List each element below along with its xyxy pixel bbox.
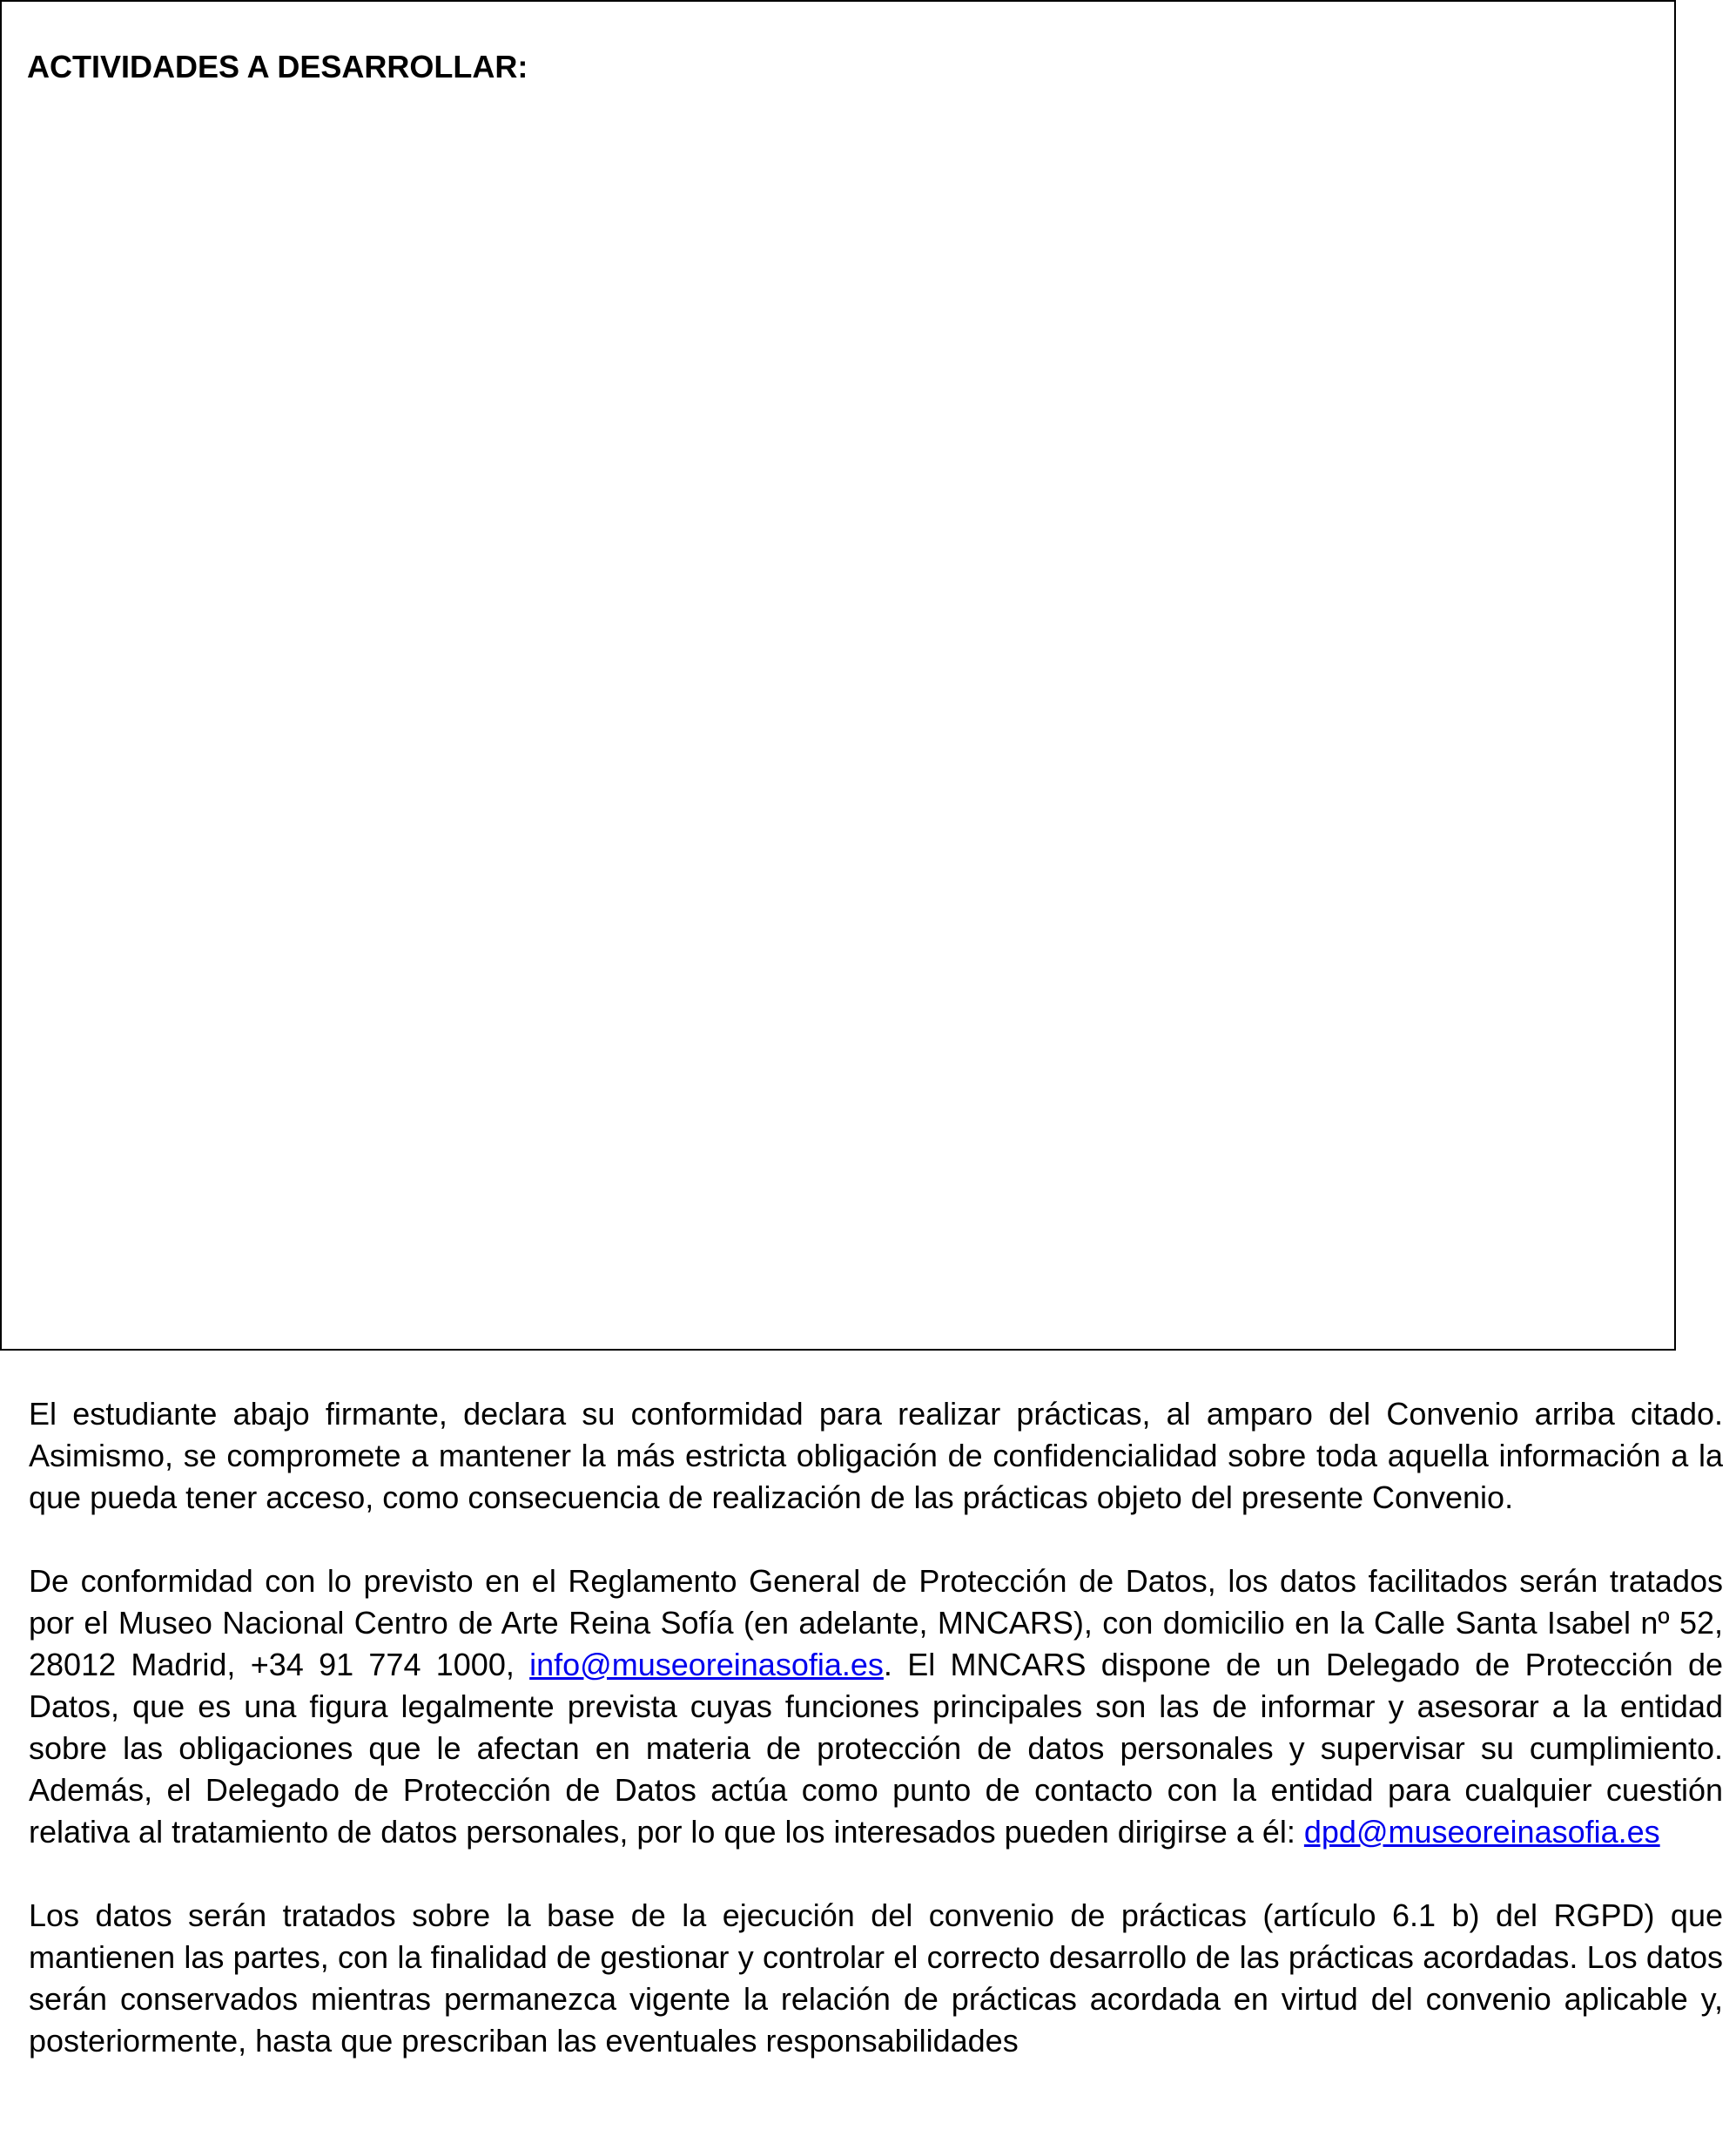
info-email-link[interactable]: info@museoreinasofia.es	[529, 1647, 884, 1682]
data-protection-text-after-link: . El MNCARS dispone de un Delegado de Protección de Datos, que es una figura legalmente prevista cuyas funciones principales son las de informar y asesorar a la entidad sobre las obligaciones que le afectan en materia de protección de datos personales y supervisar su cumplimiento. Además, el Delegado de Protección de Datos actúa como punto de contacto con la entidad para cualquier cuestión relativa al tratamiento de datos personales, por lo que los interesados pueden dirigirse a él:	[29, 1647, 1723, 1850]
data-protection-text-before-link: De conformidad con lo previsto en el Reglamento General de Protección de Datos, los datos facilitados serán tratados por el Museo Nacional Centro de Arte Reina Sofía (en adelante, MNCARS), con domicilio en la Calle Santa Isabel nº 52, 28012 Madrid, +34 91 774 1000,	[29, 1563, 1723, 1682]
data-protection-paragraph	[29, 1560, 1723, 1853]
body-text	[29, 1393, 1723, 2062]
dpd-email-link[interactable]: dpd@museoreinasofia.es	[1303, 1814, 1660, 1850]
legal-basis-paragraph: Los datos serán tratados sobre la base de la ejecución del convenio de prácticas (artículo 6.1 b) del RGPD) que mantienen las partes, con la finalidad de gestionar y controlar el correcto desarrollo de las prácticas acordadas. Los datos serán conservados mientras permanezca vigente la relación de prácticas acordada en virtud del convenio aplicable y, posteriormente, hasta que prescriban las eventuales responsabilidades	[29, 1897, 1723, 2059]
activities-title: ACTIVIDADES A DESARROLLAR:	[27, 49, 528, 84]
declaration-paragraph: El estudiante abajo firmante, declara su conformidad para realizar prácticas, al amparo del Convenio arriba citado. Asimismo, se compromete a mantener la más estricta obligación de confidencialidad sobre toda aquella información a la que pueda tener acceso, como consecuencia de realización de las prácticas objeto del presente Convenio.	[29, 1396, 1723, 1515]
